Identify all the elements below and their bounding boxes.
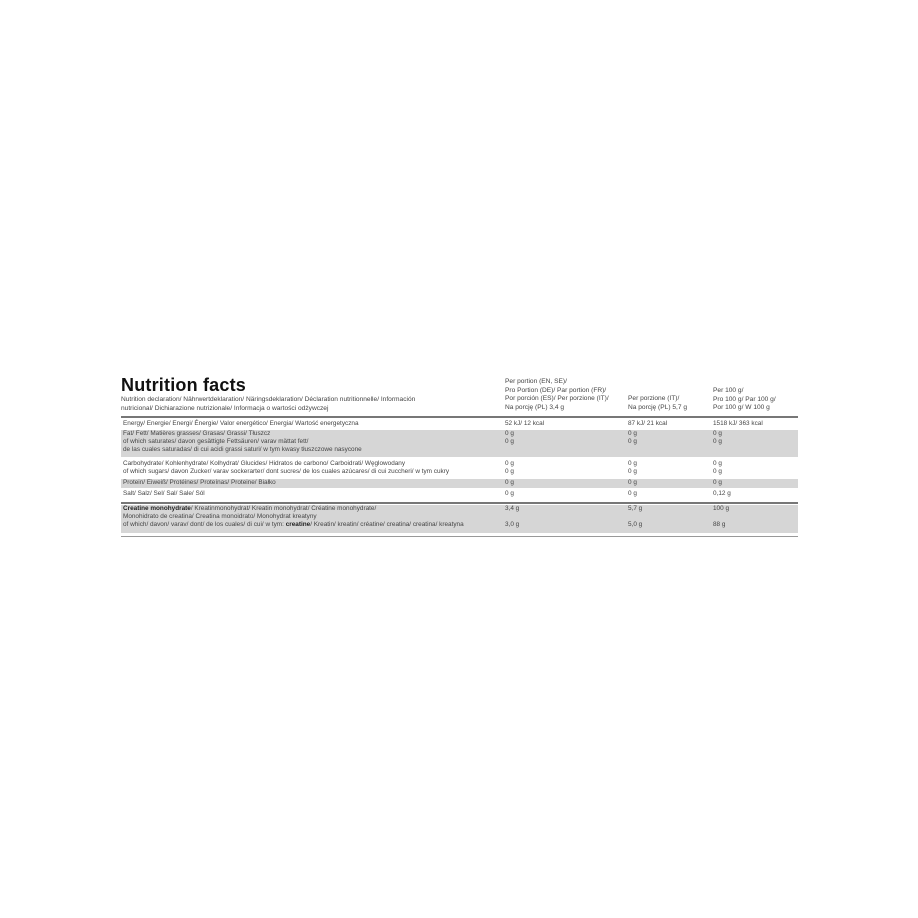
value-per-portion-a: 0 g [505,490,514,497]
creatine-label-line2: Monohidrato de creatina/ Creatina monoidrato/ Monohydrat kreatyny [123,513,317,520]
value-per-portion-b: 5,7 g [628,505,643,512]
value-per-100g: 1518 kJ/ 363 kcal [713,420,763,427]
value-per-portion-a: 0 g [505,479,514,486]
value-per-portion-a: 3,4 g [505,505,520,512]
nutrient-label: Energy/ Energie/ Energi/ Énergie/ Valor energético/ Energia/ Wartość energetyczna [123,420,359,427]
value-per-portion-a: 0 g [505,468,514,475]
page-title: Nutrition facts [121,375,247,395]
header-divider [121,416,798,418]
creatine-sub-bold: creatine [285,521,311,528]
column-header-line: Por 100 g/ W 100 g [713,404,770,412]
value-per-portion-b: 0 g [628,468,637,475]
creatine-sub-rest: / Kreatin/ kreatin/ créatine/ creatina/ creatina/ kreatyna [310,521,464,528]
value-per-portion-b: 0 g [628,460,637,467]
value-per-portion-b: 0 g [628,490,637,497]
declaration-line: Nutrition declaration/ Nährwertdeklaration/ Näringsdeklaration/ Déclaration nutritionnelle/ Información [121,396,416,403]
nutrient-label: Carbohydrate/ Kohlenhydrate/ Kolhydrat/ Glucides/ Hidratos de carbono/ Carboidrati/ Węglowodany [123,460,406,467]
value-per-100g: 0 g [713,468,722,475]
nutrition-declaration [121,396,501,413]
creatine-label-rest: / Kreatinmonohydrat/ Kreatin monohydrat/ Créatine monohydrate/ [190,505,377,512]
table-row-creatine [121,505,798,533]
creatine-sub-prefix: of which/ davon/ varav/ dont/ de los cuales/ di cui/ w tym: [123,521,286,528]
value-per-portion-b: 5,0 g [628,521,643,528]
value-per-100g: 0 g [713,438,722,445]
creatine-label-bold: Creatine monohydrate [123,505,191,512]
column-header-line: Pro 100 g/ Par 100 g/ [713,395,776,403]
column-header-line: Per 100 g/ [713,387,744,394]
section-divider [121,502,798,504]
value-per-portion-b: 87 kJ/ 21 kcal [628,420,668,427]
table-row-fat [121,430,798,457]
value-per-100g: 0 g [713,430,722,437]
table-row-protein [121,479,798,488]
declaration-line: nutricional/ Dichiarazione nutrizionale/ Informacja o wartości odżywczej [121,404,329,412]
column-header-line: Pro Portion (DE)/ Par portion (FR)/ [505,386,607,394]
table-row-salt [121,490,798,499]
value-per-portion-a: 0 g [505,430,514,437]
value-per-portion-a: 52 kJ/ 12 kcal [505,420,545,427]
nutrient-label: Fat/ Fett/ Matières grasses/ Grasas/ Grassi/ Tłuszcz [123,430,271,437]
value-per-portion-b: 0 g [628,438,637,445]
column-header-line: Na porcję (PL) 5,7 g [628,403,688,411]
value-per-100g: 0 g [713,460,722,467]
table-row-energy [121,420,798,429]
nutrient-sublabel: de las cuales saturadas/ di cui acidi grassi saturi/ w tym kwasy tłuszczowe nasycone [123,446,362,453]
column-header-line: Por porción (ES)/ Per porzione (IT)/ [505,395,609,403]
creatine-label [123,505,499,513]
value-per-portion-a: 0 g [505,438,514,445]
value-per-portion-b: 0 g [628,479,637,486]
column-header-line: Per porzione (IT)/ [628,395,680,402]
nutrient-label: Protein/ Eiweiß/ Protéines/ Proteínas/ Proteine/ Białko [123,479,276,486]
table-row-carbohydrate [121,460,798,478]
column-header-per-100g [713,387,776,413]
value-per-portion-b: 0 g [628,430,637,437]
nutrient-label: Salt/ Salz/ Sel/ Sal/ Sale/ Sól [123,490,205,497]
column-header-portion-a [505,378,609,412]
value-per-100g: 0,12 g [713,490,731,497]
column-header-line: Na porcję (PL) 3,4 g [505,403,565,411]
creatine-sublabel [123,521,499,529]
value-per-portion-a: 3,0 g [505,521,520,528]
value-per-100g: 0 g [713,479,722,486]
value-per-portion-a: 0 g [505,460,514,467]
table-bottom-rule [121,536,798,537]
nutrient-sublabel: of which sugars/ davon Zucker/ varav sockerarter/ dont sucres/ de los cuales azúcares/ di cui zuccheri/ w tym cukry [123,468,450,475]
column-header-portion-b [628,395,687,412]
value-per-100g: 88 g [713,521,726,528]
nutrient-sublabel: of which saturates/ davon gesättigte Fettsäuren/ varav mättat fett/ [123,438,309,445]
value-per-100g: 100 g [713,505,729,512]
column-header-line: Per portion (EN, SE)/ [505,378,567,385]
